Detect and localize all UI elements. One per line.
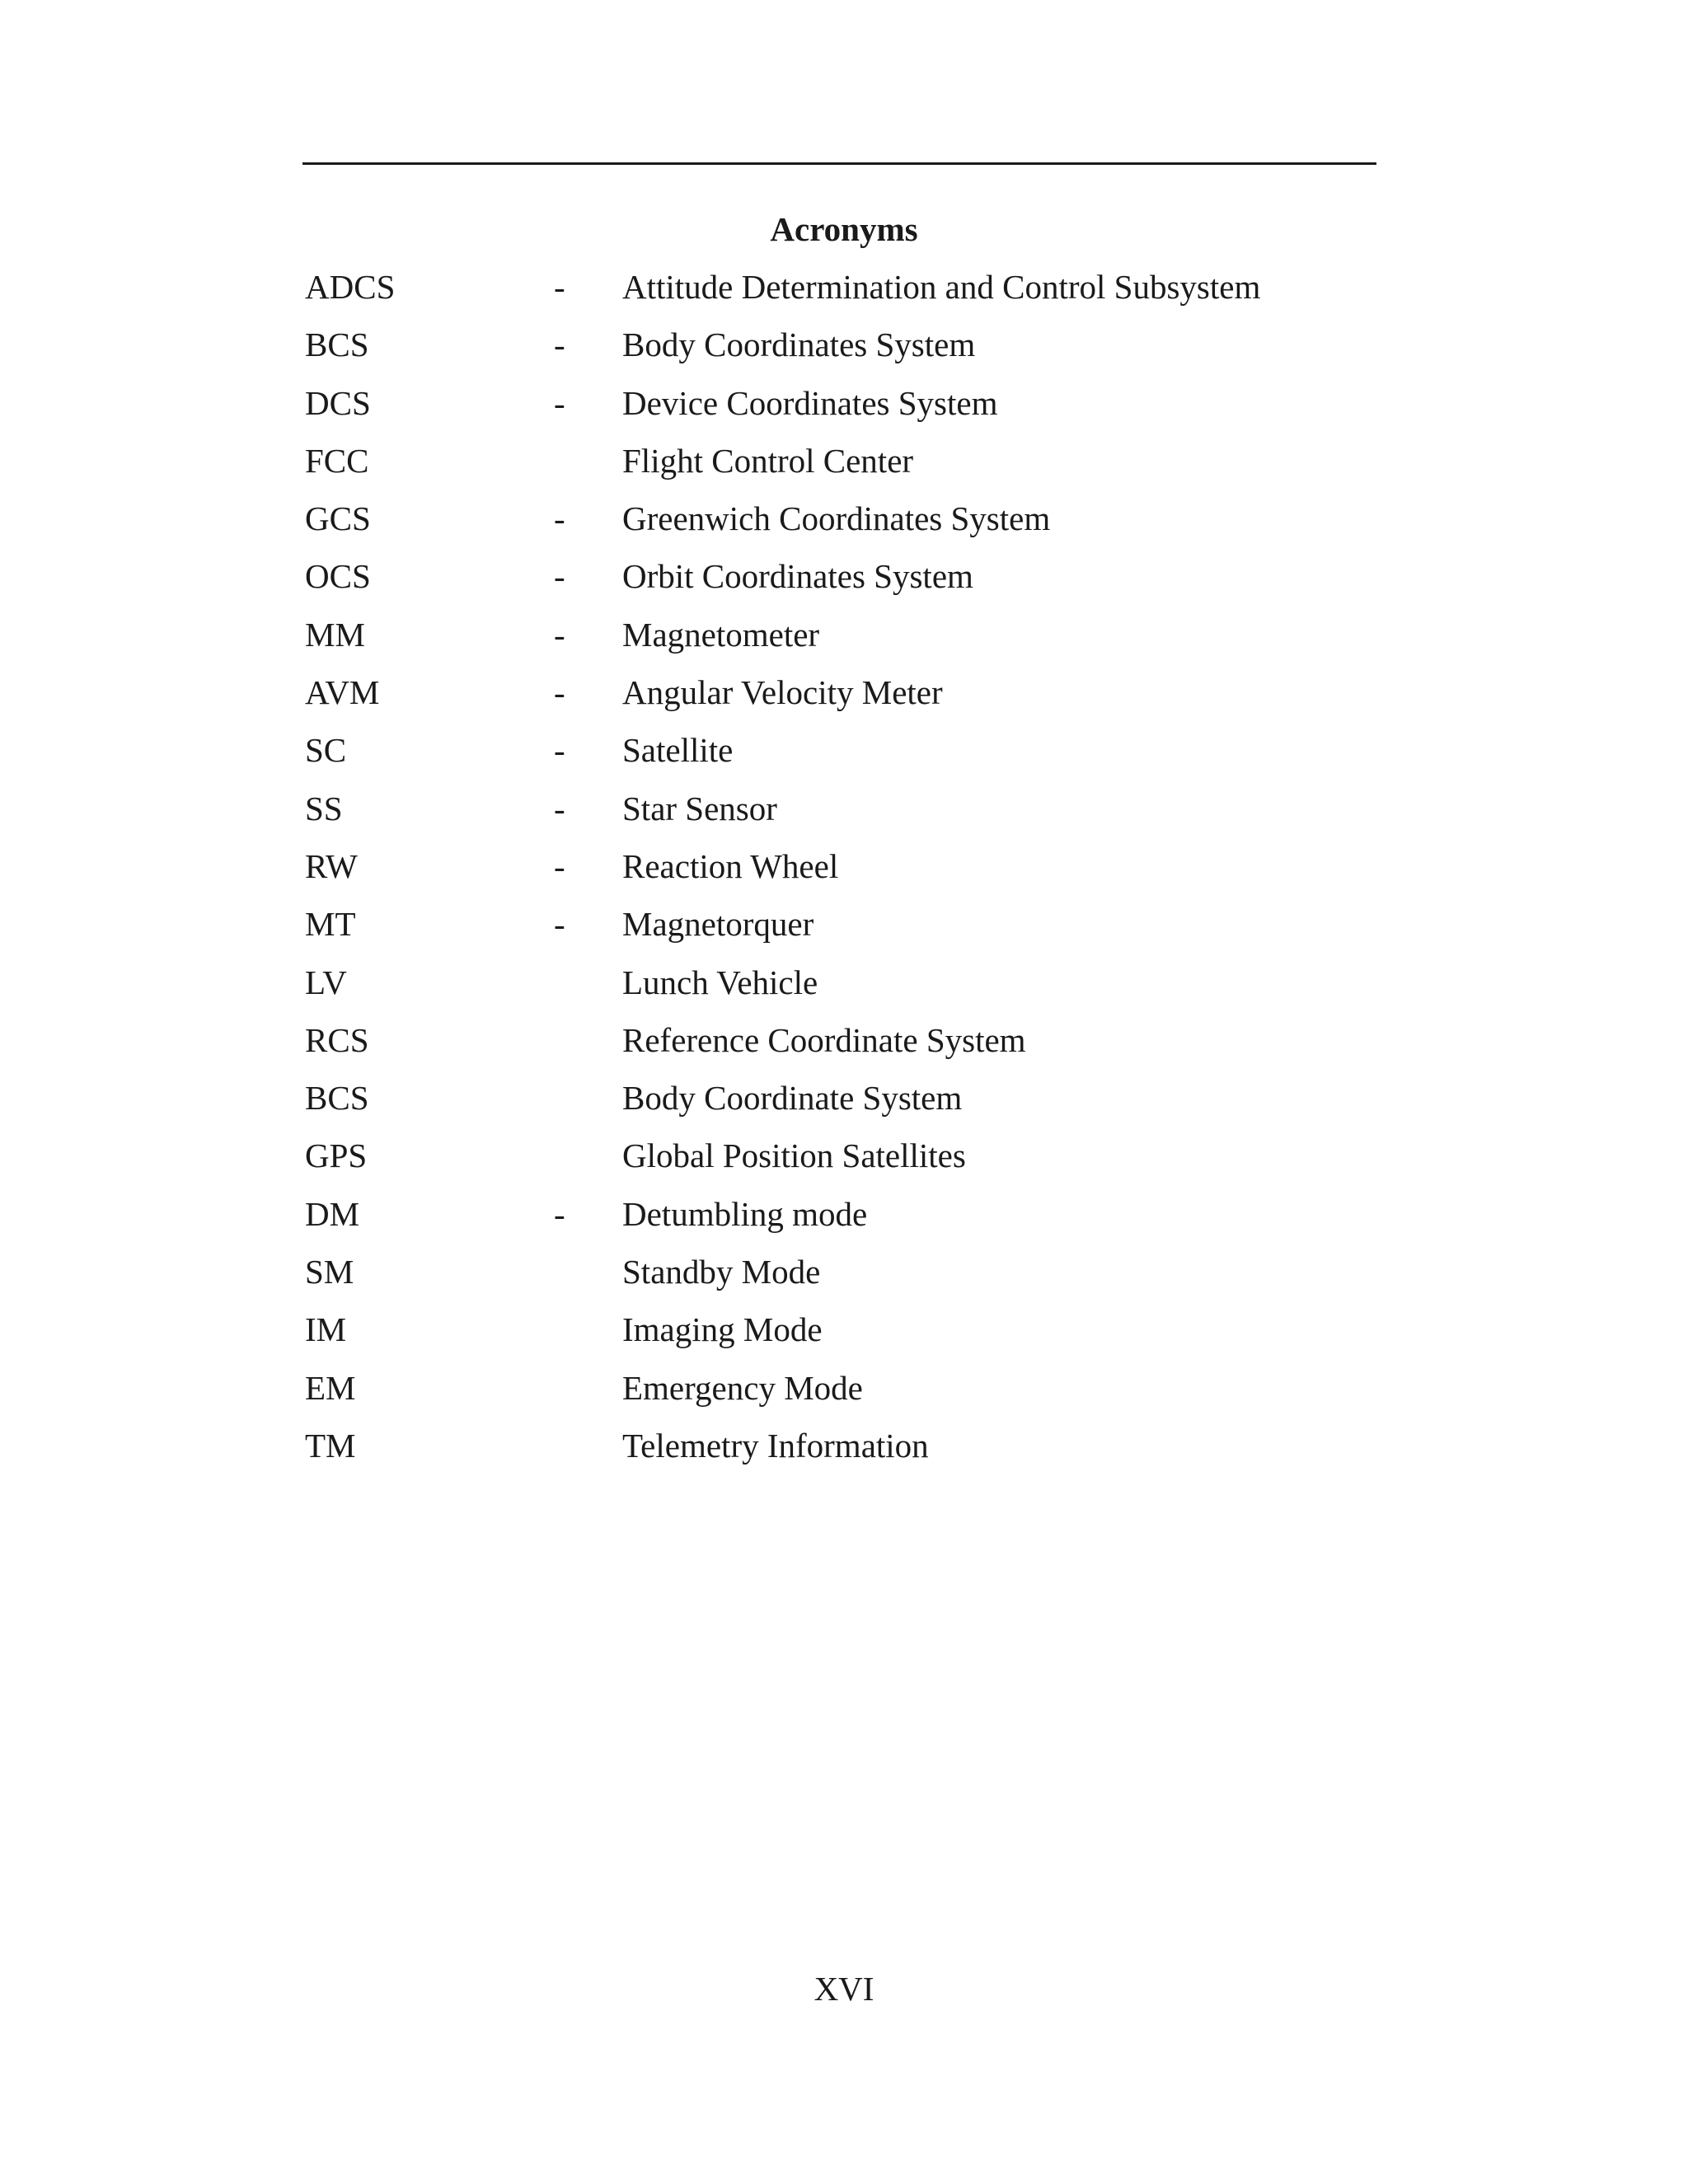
acronym-abbreviation: LV <box>305 963 347 1001</box>
header-rule <box>302 162 1376 165</box>
acronym-abbreviation: EM <box>305 1368 356 1407</box>
acronym-definition: Greenwich Coordinates System <box>622 499 1051 538</box>
acronym-abbreviation: DM <box>305 1194 360 1233</box>
page-title: Acronyms <box>770 210 918 248</box>
acronym-row <box>0 1306 1688 1364</box>
acronym-definition: Emergency Mode <box>622 1368 863 1407</box>
acronym-row <box>0 380 1688 438</box>
acronym-abbreviation: GPS <box>305 1137 368 1175</box>
acronym-row <box>0 612 1688 669</box>
acronym-row <box>0 1075 1688 1132</box>
acronym-row <box>0 553 1688 611</box>
acronym-definition: Orbit Coordinates System <box>622 557 973 596</box>
acronym-definition: Body Coordinates System <box>622 326 976 364</box>
acronym-definition: Lunch Vehicle <box>622 963 818 1001</box>
acronym-definition: Detumbling mode <box>622 1194 868 1233</box>
acronym-list <box>0 264 1688 1480</box>
acronym-definition: Flight Control Center <box>622 441 914 480</box>
acronym-dash: - <box>554 846 565 885</box>
acronym-abbreviation: IM <box>305 1310 347 1349</box>
acronym-dash: - <box>554 268 565 306</box>
acronym-dash: - <box>554 731 565 770</box>
acronym-definition: Global Position Satellites <box>622 1137 966 1175</box>
acronym-abbreviation: GCS <box>305 499 371 538</box>
acronym-abbreviation: SS <box>305 789 343 827</box>
acronym-abbreviation: ADCS <box>305 268 396 306</box>
acronym-row <box>0 901 1688 958</box>
acronym-abbreviation: DCS <box>305 383 371 422</box>
acronym-row <box>0 438 1688 495</box>
acronym-row <box>0 1191 1688 1249</box>
acronym-dash: - <box>554 673 565 712</box>
acronym-abbreviation: BCS <box>305 326 369 364</box>
acronym-definition: Imaging Mode <box>622 1310 823 1349</box>
acronym-definition: Reaction Wheel <box>622 846 839 885</box>
acronym-dash: - <box>554 905 565 944</box>
acronym-abbreviation: MM <box>305 615 365 654</box>
acronym-row <box>0 495 1688 553</box>
acronym-dash: - <box>554 383 565 422</box>
acronym-abbreviation: FCC <box>305 441 369 480</box>
acronym-row <box>0 1132 1688 1190</box>
acronym-definition: Standby Mode <box>622 1253 821 1291</box>
acronym-dash: - <box>554 326 565 364</box>
acronym-dash: - <box>554 557 565 596</box>
page-number: XVI <box>814 1970 874 2008</box>
acronym-abbreviation: SM <box>305 1253 354 1291</box>
acronym-definition: Device Coordinates System <box>622 383 998 422</box>
acronym-row <box>0 669 1688 727</box>
acronym-definition: Reference Coordinate System <box>622 1020 1026 1059</box>
acronym-definition: Angular Velocity Meter <box>622 673 943 712</box>
acronym-row <box>0 1017 1688 1075</box>
acronym-row <box>0 959 1688 1017</box>
acronym-row <box>0 843 1688 901</box>
acronym-definition: Magnetometer <box>622 615 820 654</box>
acronym-abbreviation: BCS <box>305 1079 369 1118</box>
acronym-row <box>0 1422 1688 1480</box>
acronym-definition: Satellite <box>622 731 734 770</box>
acronym-dash: - <box>554 499 565 538</box>
acronym-abbreviation: OCS <box>305 557 371 596</box>
acronym-row <box>0 1365 1688 1422</box>
acronym-definition: Telemetry Information <box>622 1426 929 1465</box>
acronym-row <box>0 1249 1688 1306</box>
acronym-row <box>0 727 1688 785</box>
acronym-definition: Attitude Determination and Control Subsystem <box>622 268 1261 306</box>
acronym-row <box>0 321 1688 379</box>
acronym-row <box>0 785 1688 843</box>
acronym-abbreviation: MT <box>305 905 356 944</box>
acronym-abbreviation: RW <box>305 846 358 885</box>
acronym-dash: - <box>554 1194 565 1233</box>
acronym-definition: Body Coordinate System <box>622 1079 963 1118</box>
acronym-abbreviation: TM <box>305 1426 356 1465</box>
acronym-abbreviation: AVM <box>305 673 380 712</box>
acronym-row <box>0 264 1688 321</box>
acronym-abbreviation: SC <box>305 731 347 770</box>
acronym-abbreviation: RCS <box>305 1020 369 1059</box>
acronym-definition: Magnetorquer <box>622 905 814 944</box>
acronym-definition: Star Sensor <box>622 789 777 827</box>
acronym-dash: - <box>554 615 565 654</box>
acronym-dash: - <box>554 789 565 827</box>
